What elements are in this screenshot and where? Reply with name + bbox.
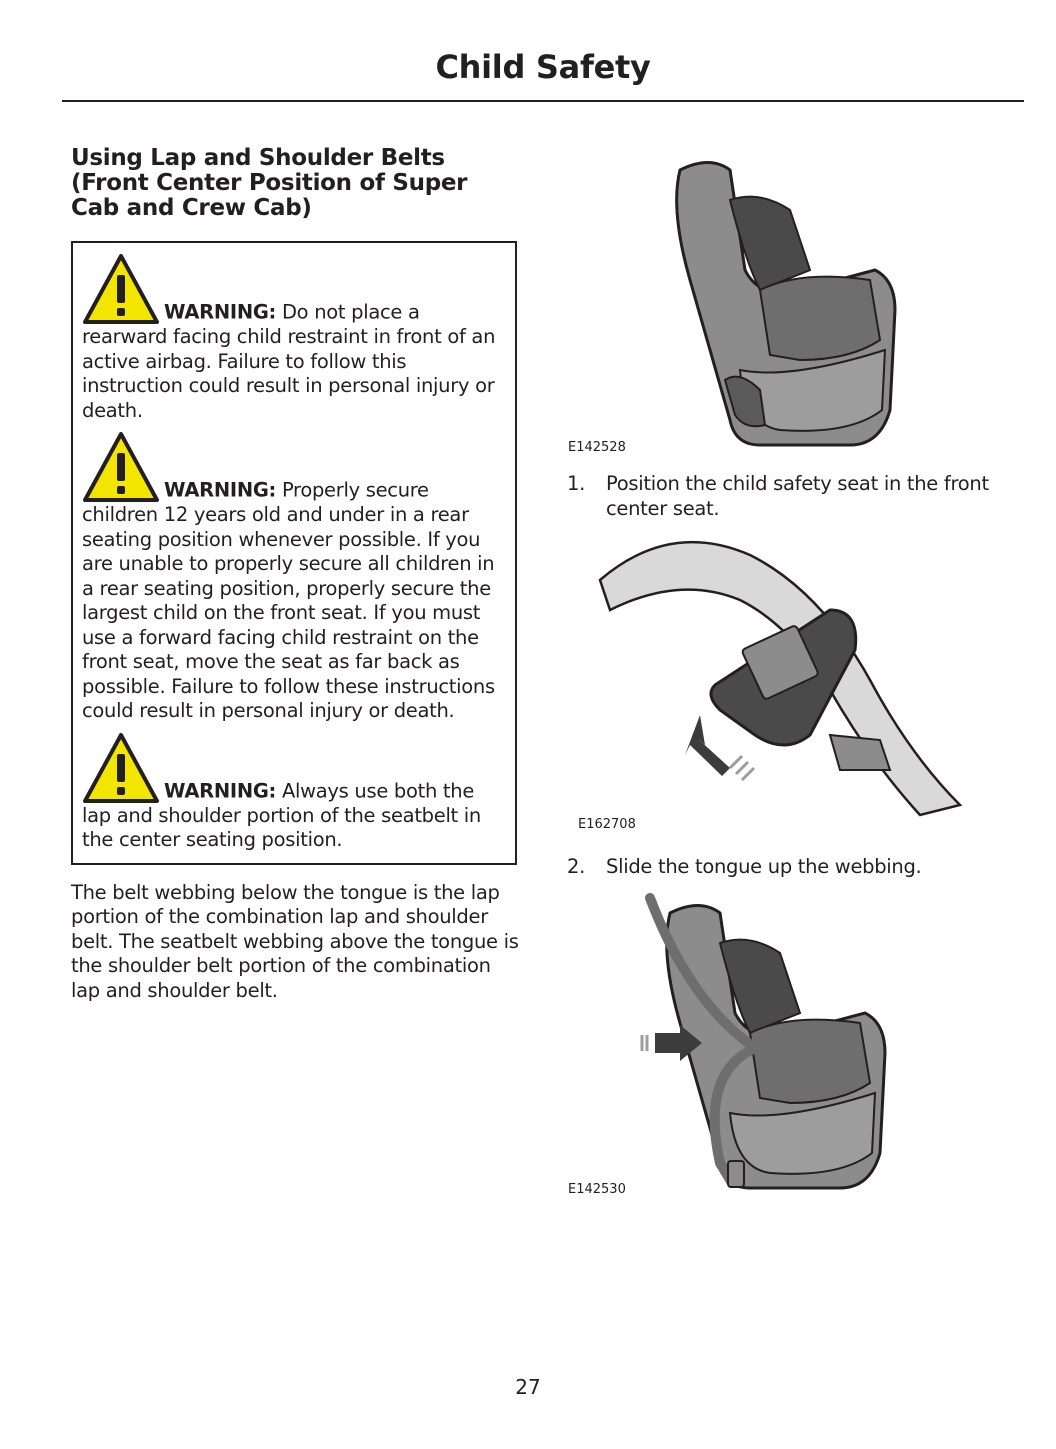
step-2 <box>567 855 997 880</box>
warning-text: Properly secure children 12 years old and under in a rear seating position whenever possible. If you are unable to properly secure all children in a rear seating position, properly secure the largest child on the front seat. If you must use a forward facing child restraint on the front seat, move the seat as far back as possible. Failure to follow these instructions could result in personal injury or death. <box>82 478 495 722</box>
body-paragraph: The belt webbing below the tongue is the lap portion of the combination lap and shoulder belt. The seatbelt webbing above the tongue is the shoulder belt portion of the combination lap and shoulder belt. <box>71 880 519 1002</box>
warning-label: WARNING: <box>164 779 277 802</box>
child-seat-illustration <box>650 150 910 450</box>
figure-id: E162708 <box>578 817 636 832</box>
warning-triangle-icon <box>82 431 160 503</box>
section-heading-line-3: Cab and Crew Cab) <box>71 195 312 221</box>
warning-triangle-icon <box>82 253 160 325</box>
warning-3 <box>82 732 507 853</box>
warning-2 <box>82 431 507 724</box>
step-text: Slide the tongue up the webbing. <box>606 855 922 878</box>
figure-id: E142530 <box>568 1182 626 1197</box>
warning-triangle-icon <box>82 732 160 804</box>
page-title: Child Safety <box>435 48 651 86</box>
step-number: 1. <box>567 472 586 495</box>
child-seat-belted-illustration <box>640 893 910 1193</box>
belt-tongue-illustration <box>590 530 970 820</box>
figure-id: E142528 <box>568 440 626 455</box>
page-number: 27 <box>515 1375 541 1399</box>
section-heading-line-2: (Front Center Position of Super <box>71 170 468 196</box>
step-number: 2. <box>567 855 586 878</box>
warning-1 <box>82 253 507 423</box>
step-text: Position the child safety seat in the front center seat. <box>606 472 989 520</box>
section-heading <box>71 146 521 221</box>
warning-label: WARNING: <box>164 478 277 502</box>
warning-text: Always use both the lap and shoulder portion of the seatbelt in the center seating position. <box>82 779 481 851</box>
page-header <box>62 40 1024 102</box>
left-column <box>71 146 521 1023</box>
step-1 <box>567 472 997 521</box>
warning-label: WARNING: <box>164 300 277 324</box>
warning-text: Do not place a rearward facing child restraint in front of an active airbag. Failure to follow this instruction could result in personal injury or death. <box>82 300 496 422</box>
section-heading-line-1: Using Lap and Shoulder Belts <box>71 145 445 171</box>
warning-box <box>71 241 517 865</box>
